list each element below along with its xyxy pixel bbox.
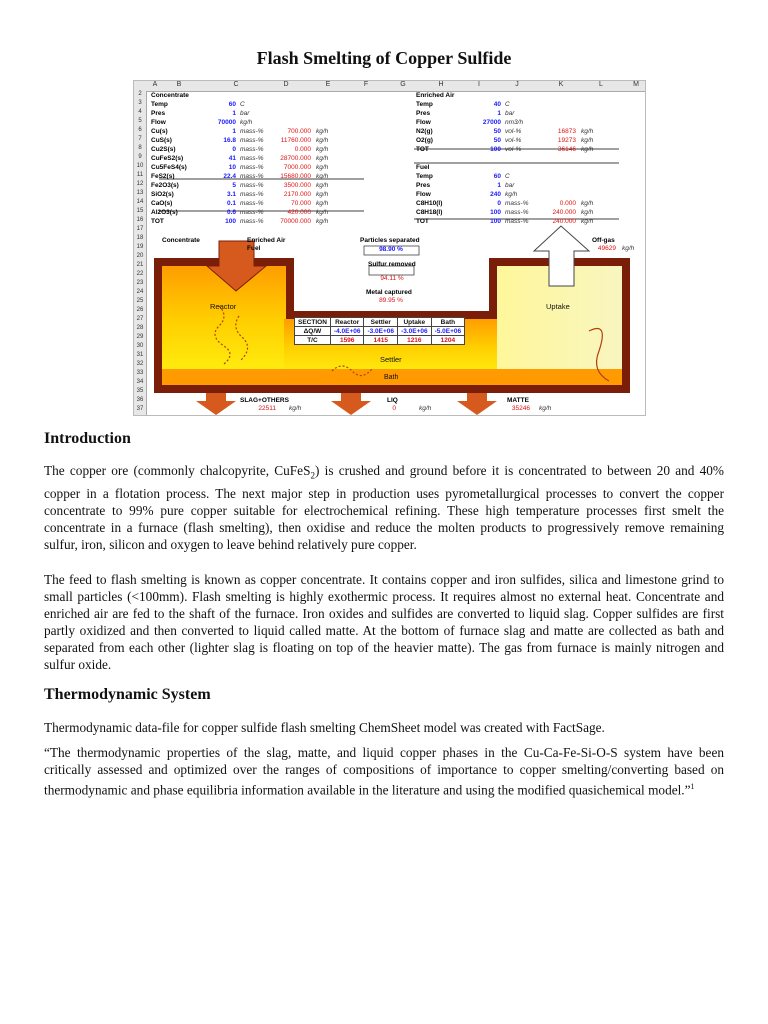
enriched-air-row-value: 50 (493, 137, 501, 144)
sulfur-label: Sulfur removed (368, 261, 416, 268)
enriched-air-row-value: 40 (493, 101, 501, 108)
concentrate-row-value: 5 (232, 182, 236, 189)
enriched-air-row-label: Pres (416, 110, 431, 117)
section-table-cell: -4.0E+06 (330, 327, 364, 336)
row-number: 29 (136, 334, 144, 340)
enriched-air-row-label: O2(g) (416, 137, 433, 144)
concentrate-row-label: CuS(s) (151, 137, 172, 144)
matte-outlet-arrow (457, 393, 497, 415)
row-number: 4 (138, 109, 142, 115)
row-number: 15 (136, 208, 144, 214)
concentrate-row-flow: 15680.000 (280, 173, 311, 180)
concentrate-row-unit: mass-% (240, 209, 264, 216)
intro-p1-rest: ) is crushed and ground before it is concentrated to between 20 and 40% copper in a flotation process. The next major step in production uses pyrometallurgical processes to convert the copper concentrate to 99% pure copper suitable for electrochemical refining. These high temperature processes first smelt the concentrate in a furnace (flash smelting), then oxidise and reduce the molten products to progressively remove remaining sulfur, iron, silicon and oxygen to leave behind relatively pure copper. (44, 463, 724, 552)
section-table-header: Reactor (330, 318, 364, 327)
enriched-air-row-flow: 19273 (557, 137, 576, 144)
concentrate-row-unit: C (240, 101, 245, 108)
row-number: 21 (136, 262, 144, 268)
slag-unit: kg/h (289, 405, 302, 412)
section-table-cell: 1415 (364, 336, 398, 345)
section-table-cell: -5.0E+06 (431, 327, 465, 336)
row-number: 14 (136, 199, 144, 205)
concentrate-row-unit: kg/h (240, 119, 253, 126)
fuel-row-value: 0 (497, 200, 501, 207)
fuel-row-label: TOT (416, 218, 429, 225)
particles-value: 98.90 % (379, 246, 403, 253)
offgas-label: Off-gas (592, 237, 615, 244)
enriched-air-row-unit: vol-% (505, 146, 522, 153)
row-number: 19 (136, 244, 144, 250)
concentrate-row-flow: 3500.000 (283, 182, 311, 189)
column-header: E (325, 81, 331, 88)
row-number: 23 (136, 280, 144, 286)
sulfur-value: 94.11 % (380, 275, 404, 282)
concentrate-row-label: CaO(s) (151, 200, 173, 207)
row-number: 25 (136, 298, 144, 304)
enriched-air-row-flow-unit: kg/h (581, 137, 594, 144)
section-table-cell: ΔQ/W (295, 327, 331, 336)
slag-label: SLAG+OTHERS (240, 397, 289, 404)
fuel-row-flow-unit: kg/h (581, 209, 594, 216)
concentrate-row-unit: mass-% (240, 173, 264, 180)
metal-value: 89.95 % (379, 297, 403, 304)
fuel-row-flow: 240.000 (552, 209, 576, 216)
reactor-interior (162, 266, 286, 376)
enriched-air-row-label: TOT (416, 146, 429, 153)
fuel-row-value: 240 (490, 191, 501, 198)
concentrate-row-value: 70000 (217, 119, 236, 126)
concentrate-row-label: Flow (151, 119, 166, 126)
fuel-row-value: 100 (490, 218, 501, 225)
row-number: 33 (136, 370, 144, 376)
enriched-air-row-flow-unit: kg/h (581, 128, 594, 135)
fuel-row-label: C8H10(l) (416, 200, 443, 207)
row-number: 7 (138, 136, 142, 142)
concentrate-row-unit: mass-% (240, 200, 264, 207)
fuel-row-unit: C (505, 173, 510, 180)
concentrate-row-flow: 28700.000 (280, 155, 311, 162)
concentrate-feed-label: Concentrate (162, 237, 200, 244)
concentrate-row-label: Pres (151, 110, 166, 117)
section-table (294, 317, 465, 345)
concentrate-row-label: TOT (151, 218, 164, 225)
fuel-row-unit: mass-% (505, 209, 529, 216)
enriched-air-row-value: 27000 (482, 119, 501, 126)
fuel-header: Fuel (416, 164, 430, 171)
column-header: M (633, 81, 639, 88)
concentrate-row-unit: mass-% (240, 191, 264, 198)
row-number: 20 (136, 253, 144, 259)
concentrate-header: Concentrate (151, 92, 189, 99)
concentrate-row-flow-unit: kg/h (316, 137, 329, 144)
fuel-row-label: Flow (416, 191, 431, 198)
reactor-label: Reactor (210, 302, 237, 311)
concentrate-row-flow: 11760.000 (280, 137, 311, 144)
intro-p1-start: The copper ore (commonly chalcopyrite, CuFeS (44, 463, 311, 478)
concentrate-row-unit: mass-% (240, 137, 264, 144)
bath-label: Bath (384, 374, 399, 381)
concentrate-row-flow-unit: kg/h (316, 164, 329, 171)
concentrate-row-value: 16.8 (223, 137, 236, 144)
fuel-feed-label: Fuel (247, 245, 261, 252)
fuel-row-unit: kg/h (505, 191, 518, 198)
enriched-air-row-unit: C (505, 101, 510, 108)
concentrate-row-flow-unit: kg/h (316, 200, 329, 207)
section-table-header: Uptake (398, 318, 432, 327)
concentrate-row-label: Fe2O3(s) (151, 182, 179, 189)
enriched-air-feed-label: Enriched Air (247, 237, 286, 244)
concentrate-row-value: 0 (232, 146, 236, 153)
thermo-heading: Thermodynamic System (44, 686, 211, 703)
row-number: 36 (136, 397, 144, 403)
concentrate-row-flow-unit: kg/h (316, 218, 329, 225)
fuel-row-flow: 240.000 (552, 218, 576, 225)
fuel-row-flow: 0.000 (559, 200, 576, 207)
liq-unit: kg/h (419, 405, 432, 412)
section-table-cell: T/C (295, 336, 331, 345)
row-number: 22 (136, 271, 144, 277)
matte-unit: kg/h (539, 405, 552, 412)
enriched-air-row-value: 100 (490, 146, 501, 153)
concentrate-row-flow-unit: kg/h (316, 182, 329, 189)
introduction-paragraph-1 (44, 462, 724, 553)
concentrate-row-unit: mass-% (240, 218, 264, 225)
row-header-bar (134, 91, 147, 415)
concentrate-row-value: 1 (232, 128, 236, 135)
concentrate-row-flow-unit: kg/h (316, 209, 329, 216)
enriched-air-row-value: 1 (497, 110, 501, 117)
concentrate-row-flow: 70000.000 (280, 218, 311, 225)
concentrate-row-label: Temp (151, 101, 168, 108)
row-number: 27 (136, 316, 144, 322)
row-number: 12 (136, 181, 144, 187)
concentrate-row-unit: mass-% (240, 182, 264, 189)
row-number: 28 (136, 325, 144, 331)
row-number: 37 (136, 406, 144, 412)
concentrate-row-label: Cu(s) (151, 128, 168, 135)
fuel-row-unit: mass-% (505, 200, 529, 207)
liq-label: LIQ (387, 397, 398, 404)
column-header: J (515, 81, 519, 88)
concentrate-row-label: Cu5FeS4(s) (151, 164, 187, 171)
enriched-air-row-label: Flow (416, 119, 431, 126)
column-header: A (152, 81, 158, 88)
concentrate-row-unit: mass-% (240, 146, 264, 153)
column-header: C (233, 81, 239, 88)
column-header: H (438, 81, 444, 88)
section-table-cell: 1204 (431, 336, 465, 345)
row-number: 8 (138, 145, 142, 151)
offgas-unit: kg/h (622, 245, 635, 252)
concentrate-row-value: 10 (228, 164, 236, 171)
concentrate-row-flow-unit: kg/h (316, 155, 329, 162)
thermo-paragraph-1: Thermodynamic data-file for copper sulfide flash smelting ChemSheet model was created with FactSage. (44, 720, 605, 735)
row-number: 34 (136, 379, 144, 385)
introduction-paragraph-2: The feed to flash smelting is known as copper concentrate. It contains copper and iron sulfides, silica and limestone grind to small particles (<100mm). Flash smelting is highly exothermic process. It requires almost no external heat. Concentrate and enriched air are fed to the shaft of the furnace. Iron oxides and sulfides are converted to liquid slag. Copper sulfides are first partly oxidized and then converted to liquid called matte. At the bottom of furnace slag and matte are collected as bath and separated from each other (lighter slag is floating on top of the heavier matte). The gas from furnace is mainly nitrogen and sulfur oxide. (44, 572, 724, 672)
row-number: 11 (136, 172, 144, 178)
row-number: 26 (136, 307, 144, 313)
section-table-header: Bath (431, 318, 465, 327)
matte-value: 35246 (511, 405, 530, 412)
row-number: 18 (136, 235, 144, 241)
particles-label: Particles separated (360, 237, 420, 244)
intro-p1-subscript: 2 (310, 470, 315, 481)
row-number: 31 (136, 352, 144, 358)
column-header: L (599, 81, 603, 88)
concentrate-row-label: CuFeS2(s) (151, 155, 184, 162)
flash-smelting-figure (133, 80, 646, 416)
concentrate-row-value: 100 (225, 218, 236, 225)
row-number: 5 (138, 118, 142, 124)
concentrate-row-label: Cu2S(s) (151, 146, 176, 153)
section-table-header: SECTION (295, 318, 331, 327)
row-number: 9 (138, 154, 142, 160)
slag-outlet-arrow (196, 393, 236, 415)
thermo-paragraph-2 (44, 744, 724, 798)
concentrate-row-value: 41 (228, 155, 236, 162)
concentrate-row-flow: 700.000 (287, 128, 311, 135)
concentrate-row-unit: mass-% (240, 128, 264, 135)
concentrate-row-value: 60 (228, 101, 236, 108)
concentrate-row-label: SiO2(s) (151, 191, 174, 198)
column-header: F (363, 81, 369, 88)
page-title: Flash Smelting of Copper Sulfide (256, 48, 512, 68)
row-number: 32 (136, 361, 144, 367)
row-number: 35 (136, 388, 144, 394)
metal-label: Metal captured (366, 289, 412, 296)
row-number: 13 (136, 190, 144, 196)
enriched-air-row-value: 50 (493, 128, 501, 135)
row-number: 17 (136, 226, 144, 232)
enriched-air-row-flow: 16873 (557, 128, 576, 135)
section-table-cell: 1216 (398, 336, 432, 345)
footnote-marker: 1 (690, 782, 695, 791)
column-header-bar (134, 81, 645, 92)
section-table-cell: -3.0E+06 (398, 327, 432, 336)
concentrate-row-value: 0.1 (226, 200, 236, 207)
matte-label: MATTE (507, 397, 529, 404)
column-header: B (176, 81, 182, 88)
section-table-header: Settler (364, 318, 398, 327)
row-number: 16 (136, 217, 144, 223)
concentrate-row-label: FeS2(s) (151, 173, 175, 180)
enriched-air-header: Enriched Air (416, 92, 455, 99)
concentrate-row-label: Al2O3(s) (151, 209, 178, 216)
fuel-row-flow-unit: kg/h (581, 218, 594, 225)
uptake-label: Uptake (546, 302, 570, 311)
introduction-heading: Introduction (44, 430, 131, 447)
column-header: I (478, 81, 480, 88)
fuel-row-label: Pres (416, 182, 431, 189)
enriched-air-row-unit: vol-% (505, 137, 522, 144)
concentrate-row-unit: mass-% (240, 164, 264, 171)
enriched-air-row-label: Temp (416, 101, 433, 108)
offgas-value: 49629 (597, 245, 616, 252)
enriched-air-row-flow-unit: kg/h (581, 146, 594, 153)
row-number: 24 (136, 289, 144, 295)
concentrate-row-flow: 0.000 (294, 146, 311, 153)
concentrate-row-unit: mass-% (240, 155, 264, 162)
fuel-row-value: 100 (490, 209, 501, 216)
concentrate-row-value: 22.4 (223, 173, 236, 180)
slag-value: 22511 (258, 405, 276, 412)
enriched-air-row-unit: bar (505, 110, 515, 117)
liq-outlet-arrow (331, 393, 371, 415)
liq-value: 0 (392, 405, 396, 412)
row-number: 3 (138, 100, 142, 106)
row-number: 10 (136, 163, 144, 169)
column-header: D (283, 81, 289, 88)
fuel-row-unit: mass-% (505, 218, 529, 225)
concentrate-row-flow: 2170.000 (283, 191, 311, 198)
concentrate-row-flow: 70.000 (291, 200, 311, 207)
concentrate-row-flow: 7000.000 (283, 164, 311, 171)
row-number: 2 (138, 91, 142, 97)
column-header: G (400, 81, 406, 88)
concentrate-row-unit: bar (240, 110, 250, 117)
enriched-air-row-label: N2(g) (416, 128, 433, 135)
column-header: K (558, 81, 564, 88)
thermo-p2-text: “The thermodynamic properties of the slag, matte, and liquid copper phases in the Cu-Ca-Fe-Si-O-S system have been critically assessed and optimized over the ranges of compositions of importance to copper smelting/converting based on thermodynamic and phase equilibria information available in the literature and using the modified quasichemical model.” (44, 745, 724, 798)
section-table-cell: 1596 (330, 336, 364, 345)
concentrate-row-value: 0.6 (226, 209, 236, 216)
concentrate-row-flow: 420.000 (287, 209, 311, 216)
row-number: 6 (138, 127, 142, 133)
concentrate-row-flow-unit: kg/h (316, 128, 329, 135)
enriched-air-row-unit: nm3/h (505, 119, 524, 126)
fuel-row-flow-unit: kg/h (581, 200, 594, 207)
concentrate-row-value: 1 (232, 110, 236, 117)
settler-label: Settler (380, 355, 402, 364)
enriched-air-row-unit: vol-% (505, 128, 522, 135)
fuel-row-label: Temp (416, 173, 433, 180)
fuel-row-unit: bar (505, 182, 515, 189)
concentrate-row-flow-unit: kg/h (316, 173, 329, 180)
concentrate-row-flow-unit: kg/h (316, 191, 329, 198)
concentrate-row-value: 3.1 (226, 191, 236, 198)
concentrate-row-flow-unit: kg/h (316, 146, 329, 153)
fuel-row-value: 60 (493, 173, 501, 180)
fuel-row-label: C8H18(l) (416, 209, 443, 216)
section-table-cell: -3.0E+06 (364, 327, 398, 336)
fuel-row-value: 1 (497, 182, 501, 189)
row-number: 30 (136, 343, 144, 349)
enriched-air-row-flow: 36146 (557, 146, 576, 153)
